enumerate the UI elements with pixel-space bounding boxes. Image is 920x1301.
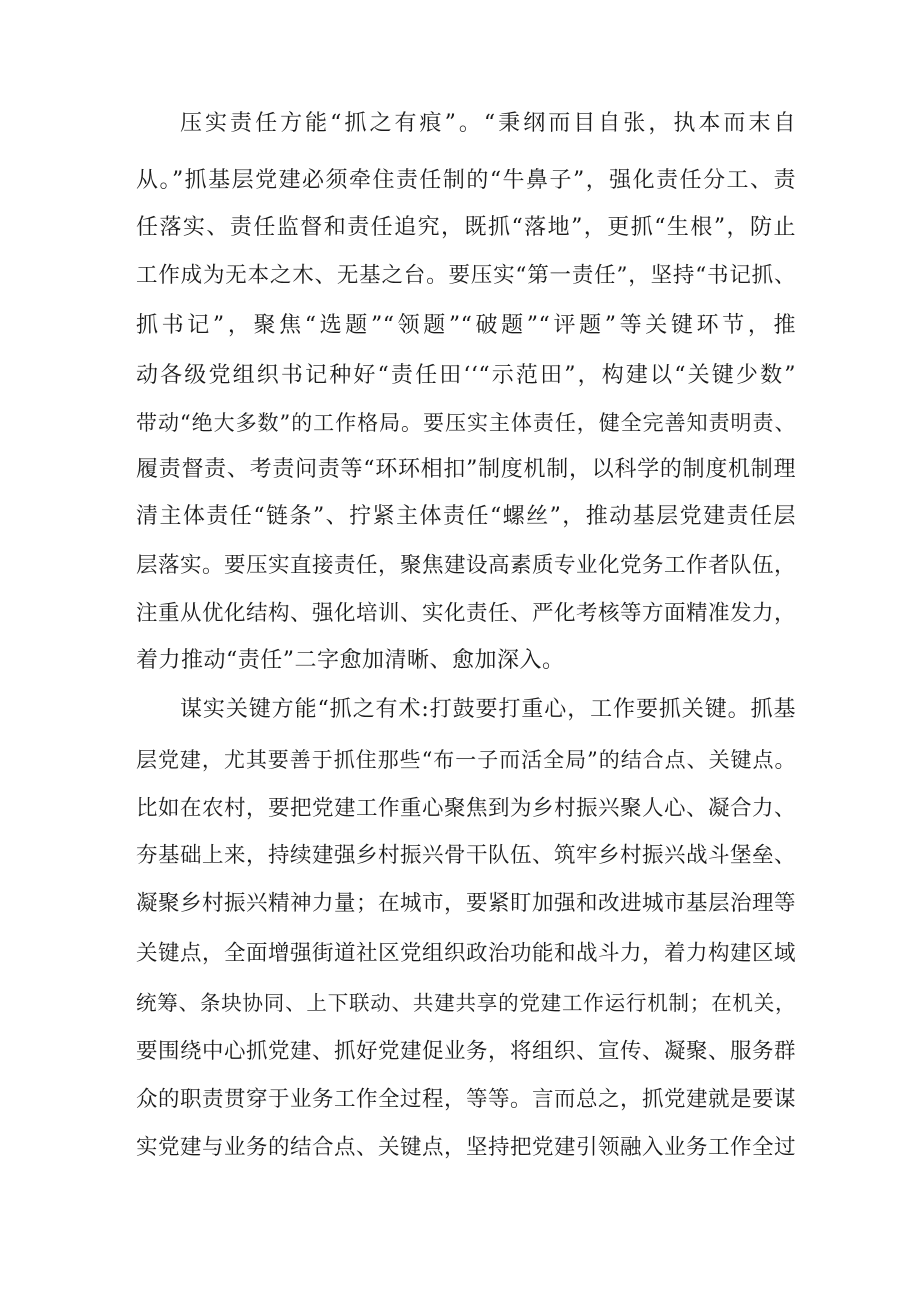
paragraph-1-line-9: 清主体责任“链条”、拧紧主体责任“螺丝”，推动基层党建责任层 (136, 504, 796, 529)
paragraph-2-line-6: 关键点，全面增强街道社区党组织政治功能和战斗力，着力构建区域 (136, 941, 796, 966)
paragraph-1-line-6: 动各级党组织书记种好“责任田‘‘“示范田”，构建以“关键少数” (136, 363, 796, 388)
paragraph-2-line-4: 夯基础上来，持续建强乡村振兴骨干队伍、筑牢乡村振兴战斗堡垒、 (136, 843, 796, 868)
paragraph-1-line-11: 注重从优化结构、强化培训、实化责任、严化考核等方面精准发力， (136, 601, 796, 626)
paragraph-1-line-7: 带动“绝大多数”的工作格局。要压实主体责任，健全完善知责明责、 (136, 411, 796, 435)
paragraph-2-line-3: 比如在农村，要把党建工作重心聚焦到为乡村振兴聚人心、凝合力、 (136, 796, 796, 821)
paragraph-2-line-2: 层党建，尤其要善于抓住那些“布一子而活全局”的结合点、关键点。 (136, 748, 796, 772)
paragraph-1-line-3: 任落实、责任监督和责任追究，既抓“落地”，更抓“生根”，防止 (136, 215, 796, 240)
paragraph-1-line-10: 层落实。要压实直接责任，聚焦建设高素质专业化党务工作者队伍， (136, 553, 796, 578)
paragraph-2-line-9: 众的职责贯穿于业务工作全过程，等等。言而总之，抓党建就是要谋 (136, 1087, 796, 1112)
paragraph-1-line-8: 履责督责、考责问责等“环环相扣”制度机制，以科学的制度机制理 (136, 457, 796, 482)
paragraph-2-line-7: 统筹、条块协同、上下联动、共建共享的党建工作运行机制；在机关， (136, 991, 796, 1015)
paragraph-1-line-4: 工作成为无本之木、无基之台。要压实“第一责任”，坚持“书记抓、 (136, 263, 796, 288)
paragraph-2-line-8: 要围绕中心抓党建、抓好党建促业务，将组织、宣传、凝聚、服务群 (136, 1039, 796, 1064)
paragraph-1-line-1: 压实责任方能“抓之有痕”。“秉纲而目自张，执本而末自 (180, 111, 796, 136)
paragraph-1-line-2: 从。”抓基层党建必须牵住责任制的“牛鼻子”，强化责任分工、责 (136, 168, 796, 193)
paragraph-2-line-5: 凝聚乡村振兴精神力量；在城市，要紧盯加强和改进城市基层治理等 (136, 891, 796, 916)
paragraph-1-line-5: 抓书记”，聚焦“选题”“领题”“破题”“评题”等关键环节，推 (136, 313, 796, 338)
paragraph-2-line-1: 谋实关键方能“抓之有术:打鼓要打重心，工作要抓关键。抓基 (180, 697, 796, 722)
paragraph-1-line-12: 着力推动“责任”二字愈加清晰、愈加深入。 (136, 648, 565, 673)
paragraph-2-line-10: 实党建与业务的结合点、关键点，坚持把党建引领融入业务工作全过 (136, 1135, 796, 1160)
